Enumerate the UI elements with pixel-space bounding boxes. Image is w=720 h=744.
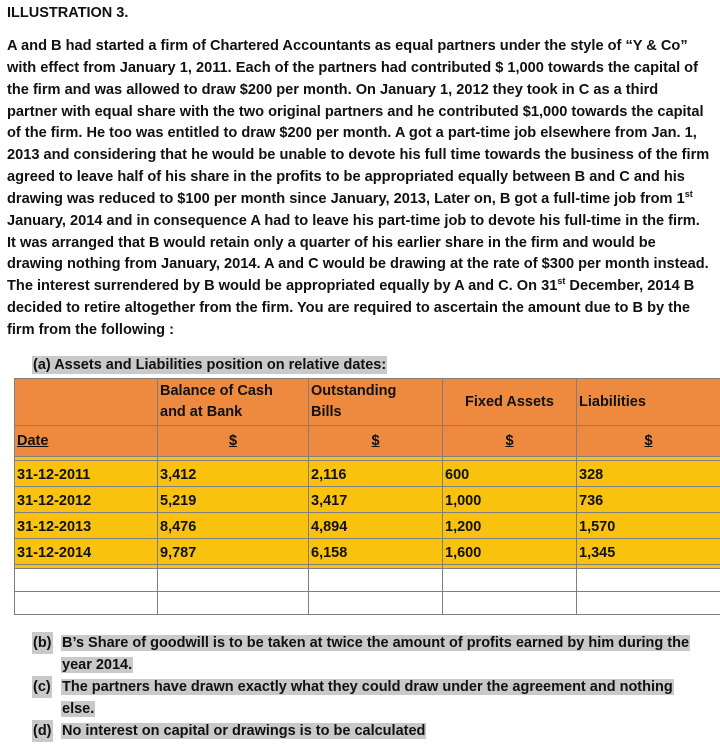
paragraph-line: of the firm. He too was entitled to draw $200 per month. A got a part-time job elsewhere from Jan. 1, (7, 125, 697, 142)
note-text: The partners have drawn exactly what they could draw under the agreement and nothing else. (62, 679, 673, 717)
row-liabilities: 328 (577, 461, 720, 487)
paragraph-line: with effect from January 1, 2011. Each of the partners had contributed $ 1,000 towards the capital of (7, 59, 698, 76)
header-bills: Outstanding Bills (309, 379, 443, 426)
table-row (15, 539, 720, 565)
table-empty-row (15, 569, 720, 592)
note-text: No interest on capital or drawings is to be calculated (62, 723, 426, 739)
currency-cash: $ (158, 426, 309, 457)
currency-liabilities: $ (577, 426, 720, 457)
row-bills: 3,417 (309, 487, 443, 513)
row-date: 31-12-2013 (15, 513, 158, 539)
header-fixed-assets: Fixed Assets (443, 379, 577, 426)
table-row (15, 461, 720, 487)
row-liabilities: 736 (577, 487, 720, 513)
paragraph-line: firm from the following : (7, 321, 175, 338)
row-cash: 8,476 (158, 513, 309, 539)
row-cash: 5,219 (158, 487, 309, 513)
paragraph-line: agreed to leave half of his share in the profits to be appropriated equally between B and C and his (7, 169, 685, 186)
row-liabilities: 1,345 (577, 539, 720, 565)
note-label: (d) (32, 720, 53, 742)
row-fixed: 600 (443, 461, 577, 487)
illustration-heading: ILLUSTRATION 3. (7, 5, 129, 21)
row-cash: 3,412 (158, 461, 309, 487)
currency-fixed: $ (443, 426, 577, 457)
note-item (32, 676, 704, 720)
row-bills: 6,158 (309, 539, 443, 565)
row-date: 31-12-2011 (15, 461, 158, 487)
header-blank-cell (15, 379, 158, 426)
row-date: 31-12-2014 (15, 539, 158, 565)
notes-list (32, 632, 704, 742)
paragraph-line: drawing nothing from January, 2014. A and C would be drawing at the rate of $300 per month instead. (7, 256, 709, 273)
header-cash: Balance of Cash and at Bank (158, 379, 309, 426)
table-header-row (15, 379, 720, 426)
date-label: Date (15, 426, 158, 457)
paragraph-line: It was arranged that B would retain only a quarter of his earlier share in the firm and would be (7, 234, 656, 251)
currency-bills: $ (309, 426, 443, 457)
superscript: st (557, 276, 566, 287)
row-fixed: 1,000 (443, 487, 577, 513)
paragraph-line: 2013 and considering that he would be unable to devote his full time towards the business of the firm (7, 147, 710, 164)
note-item (32, 720, 704, 742)
table-caption: (a) Assets and Liabilities position on relative dates: (33, 357, 387, 373)
row-date: 31-12-2012 (15, 487, 158, 513)
paragraph-line: The interest surrendered by B would be appropriated equally by A and C. On 31st December, 2014 B (7, 276, 695, 295)
note-text: B’s Share of goodwill is to be taken at twice the amount of profits earned by him during the year 2014. (62, 635, 690, 673)
paragraph-line: decided to retire altogether from the firm. You are required to ascertain the amount due to B by the (7, 300, 691, 317)
paragraph-line: the firm and was allowed to draw $200 per month. On January 1, 2012 they took in C as a third (7, 81, 659, 98)
row-liabilities: 1,570 (577, 513, 720, 539)
header-liabilities: Liabilities (577, 379, 720, 426)
paragraph-line: partner with equal share with the two original partners and he contributed $1,000 towards the capital (7, 103, 704, 120)
row-bills: 4,894 (309, 513, 443, 539)
row-bills: 2,116 (309, 461, 443, 487)
assets-liabilities-table (14, 378, 720, 615)
note-label: (c) (32, 676, 52, 698)
superscript: st (684, 188, 693, 199)
paragraph-line: drawing was reduced to $100 per month since January, 2013, Later on, B got a full-time job from 1st (7, 188, 693, 207)
row-fixed: 1,200 (443, 513, 577, 539)
paragraph-line: January, 2014 and in consequence A had to leave his part-time job to devote his full-time in the firm. (7, 212, 700, 229)
problem-paragraph (7, 36, 715, 342)
table-row (15, 487, 720, 513)
row-fixed: 1,600 (443, 539, 577, 565)
row-cash: 9,787 (158, 539, 309, 565)
note-label: (b) (32, 632, 53, 654)
note-item (32, 632, 704, 676)
table-empty-row (15, 592, 720, 615)
paragraph-line: A and B had started a firm of Chartered Accountants as equal partners under the style of “Y & Co” (7, 38, 688, 54)
table-subheader-row (15, 426, 720, 457)
table-row (15, 513, 720, 539)
